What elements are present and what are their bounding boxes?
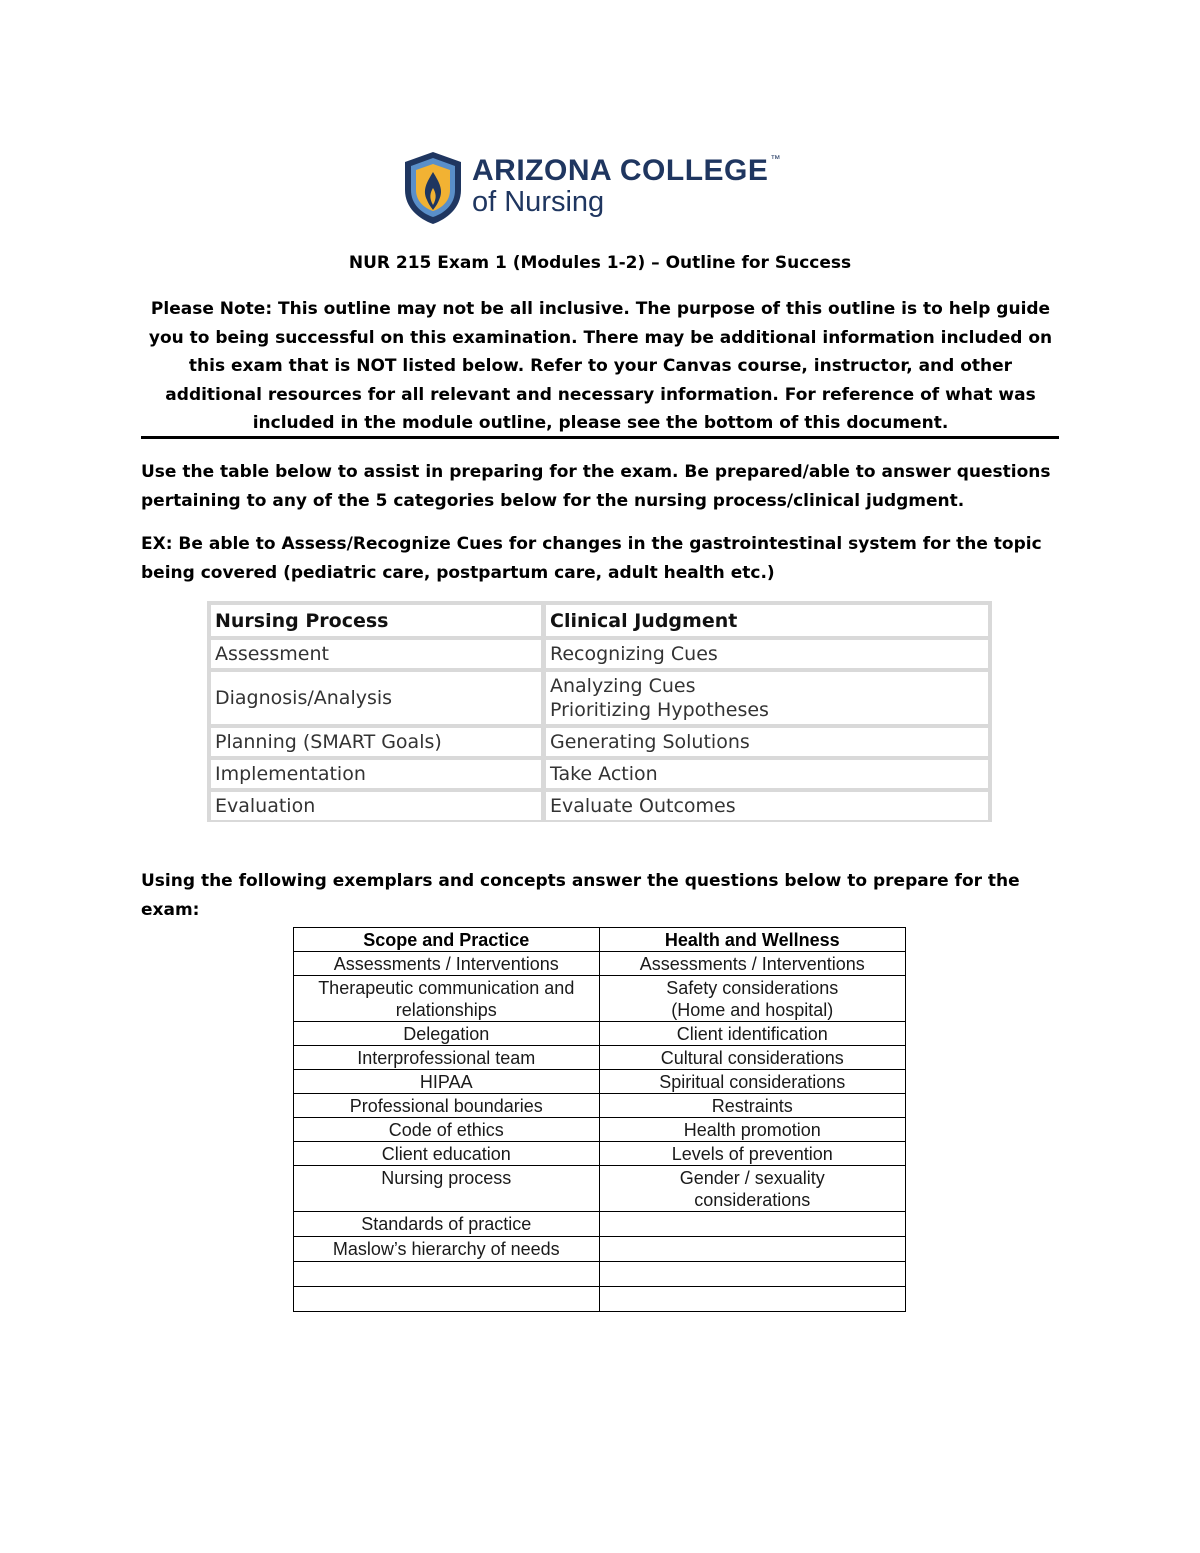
table-cell: Evaluation	[211, 792, 546, 820]
table-cell	[294, 1070, 600, 1094]
college-logo	[402, 150, 802, 228]
logo-wordmark-bottom: of Nursing	[472, 186, 605, 218]
table-cell: Diagnosis/Analysis	[211, 672, 546, 724]
table-cell	[599, 1094, 905, 1118]
table-cell: Implementation	[211, 760, 546, 788]
horizontal-rule	[141, 436, 1059, 439]
cell-line: Professional boundaries	[349, 1096, 543, 1116]
cell-line: Standards of practice	[361, 1214, 532, 1234]
cell-line: Assessments / Interventions	[333, 954, 559, 974]
cell-line: Safety considerations	[666, 978, 839, 998]
header-nursing-process: Nursing Process	[211, 605, 546, 636]
table-cell	[294, 1046, 600, 1070]
table-header-row	[211, 605, 988, 636]
cell-line: (Home and hospital)	[671, 1000, 834, 1020]
table-cell	[294, 1262, 600, 1287]
table-cell: Planning (SMART Goals)	[211, 728, 546, 756]
table-row	[211, 728, 988, 756]
example-paragraph: EX: Be able to Assess/Recognize Cues for changes in the gastrointestinal system for the topic being covered (pediatric care, postpartum care, adult health etc.)	[141, 534, 1042, 583]
table-row	[294, 952, 906, 976]
table-row	[211, 760, 988, 788]
table-row	[294, 1287, 906, 1312]
cell-line: Restraints	[711, 1096, 793, 1116]
table-row	[294, 1262, 906, 1287]
please-note-paragraph: Please Note: This outline may not be all inclusive. The purpose of this outline is to help guide you to being successful on this examination. There may be additional information included on this exam that is NOT listed below. Refer to your Canvas course, instructor, and other additional resources for all relevant and necessary information. For reference of what was included in the module outline, please see the bottom of this document.	[148, 299, 1053, 433]
table-cell: Assessment	[211, 640, 546, 668]
table-cell	[599, 976, 905, 1022]
table-row	[294, 1212, 906, 1237]
exemplars-intro: Using the following exemplars and concepts answer the questions below to prepare for the exam:	[141, 871, 1020, 920]
table-cell	[599, 1262, 905, 1287]
table-cell	[294, 1287, 600, 1312]
cell-line: HIPAA	[419, 1072, 473, 1092]
table-cell: Recognizing Cues	[546, 640, 988, 668]
table-cell: Generating Solutions	[546, 728, 988, 756]
table-cell	[599, 952, 905, 976]
table-cell	[294, 1022, 600, 1046]
cell-line: Nursing process	[381, 1168, 512, 1188]
table-row	[294, 1166, 906, 1212]
cell-line: Health promotion	[683, 1120, 821, 1140]
cell-line: Client identification	[676, 1024, 828, 1044]
table-cell: Take Action	[546, 760, 988, 788]
cell-line: considerations	[694, 1190, 811, 1210]
cell-line: Client education	[381, 1144, 511, 1164]
table-row	[294, 1142, 906, 1166]
table-row	[294, 1118, 906, 1142]
table-row	[211, 792, 988, 820]
table-cell	[294, 952, 600, 976]
cell-line: Analyzing Cues	[550, 675, 696, 697]
table-cell	[294, 1166, 600, 1212]
cell-line: Prioritizing Hypotheses	[550, 699, 769, 721]
header-scope-and-practice: Scope and Practice	[294, 928, 600, 952]
cell-line: Gender / sexuality	[679, 1168, 825, 1188]
table-cell	[294, 1237, 600, 1262]
concepts-table	[293, 927, 906, 1312]
cell-line: Delegation	[403, 1024, 490, 1044]
table-row	[294, 1070, 906, 1094]
table-row	[294, 1022, 906, 1046]
table-cell	[599, 1046, 905, 1070]
table-cell	[599, 1212, 905, 1237]
table-cell	[546, 672, 988, 724]
table-cell	[599, 1142, 905, 1166]
cell-line: Cultural considerations	[660, 1048, 844, 1068]
shield-flame-icon	[402, 150, 464, 226]
document-title: NUR 215 Exam 1 (Modules 1-2) – Outline for Success	[348, 253, 852, 273]
header-clinical-judgment: Clinical Judgment	[546, 605, 988, 636]
table-cell	[599, 1070, 905, 1094]
table-row	[294, 1094, 906, 1118]
table-header-row	[294, 928, 906, 952]
table-cell	[294, 1212, 600, 1237]
table-row	[211, 640, 988, 668]
cell-line: Maslow’s hierarchy of needs	[332, 1239, 560, 1259]
table-cell	[599, 1118, 905, 1142]
cell-line: relationships	[395, 1000, 497, 1020]
table-cell	[294, 1142, 600, 1166]
table-cell	[294, 976, 600, 1022]
table-row	[294, 1237, 906, 1262]
table-cell	[294, 1094, 600, 1118]
nursing-process-table	[207, 601, 992, 822]
cell-line: Levels of prevention	[671, 1144, 833, 1164]
header-health-and-wellness: Health and Wellness	[599, 928, 905, 952]
table-cell	[599, 1022, 905, 1046]
table-row	[211, 672, 988, 724]
cell-line: Therapeutic communication and	[318, 978, 575, 998]
logo-wordmark-top: ARIZONA COLLEGE ™	[472, 154, 781, 187]
cell-line: Assessments / Interventions	[639, 954, 865, 974]
table-cell	[599, 1287, 905, 1312]
table-cell	[599, 1237, 905, 1262]
table-cell	[599, 1166, 905, 1212]
intro-paragraph: Use the table below to assist in preparing for the exam. Be prepared/able to answer questions pertaining to any of the 5 categories below for the nursing process/clinical judgment.	[141, 462, 1051, 511]
cell-line: Code of ethics	[388, 1120, 504, 1140]
table-cell: Evaluate Outcomes	[546, 792, 988, 820]
cell-line: Interprofessional team	[357, 1048, 536, 1068]
table-row	[294, 1046, 906, 1070]
cell-line: Spiritual considerations	[659, 1072, 846, 1092]
table-row	[294, 976, 906, 1022]
table-cell	[294, 1118, 600, 1142]
